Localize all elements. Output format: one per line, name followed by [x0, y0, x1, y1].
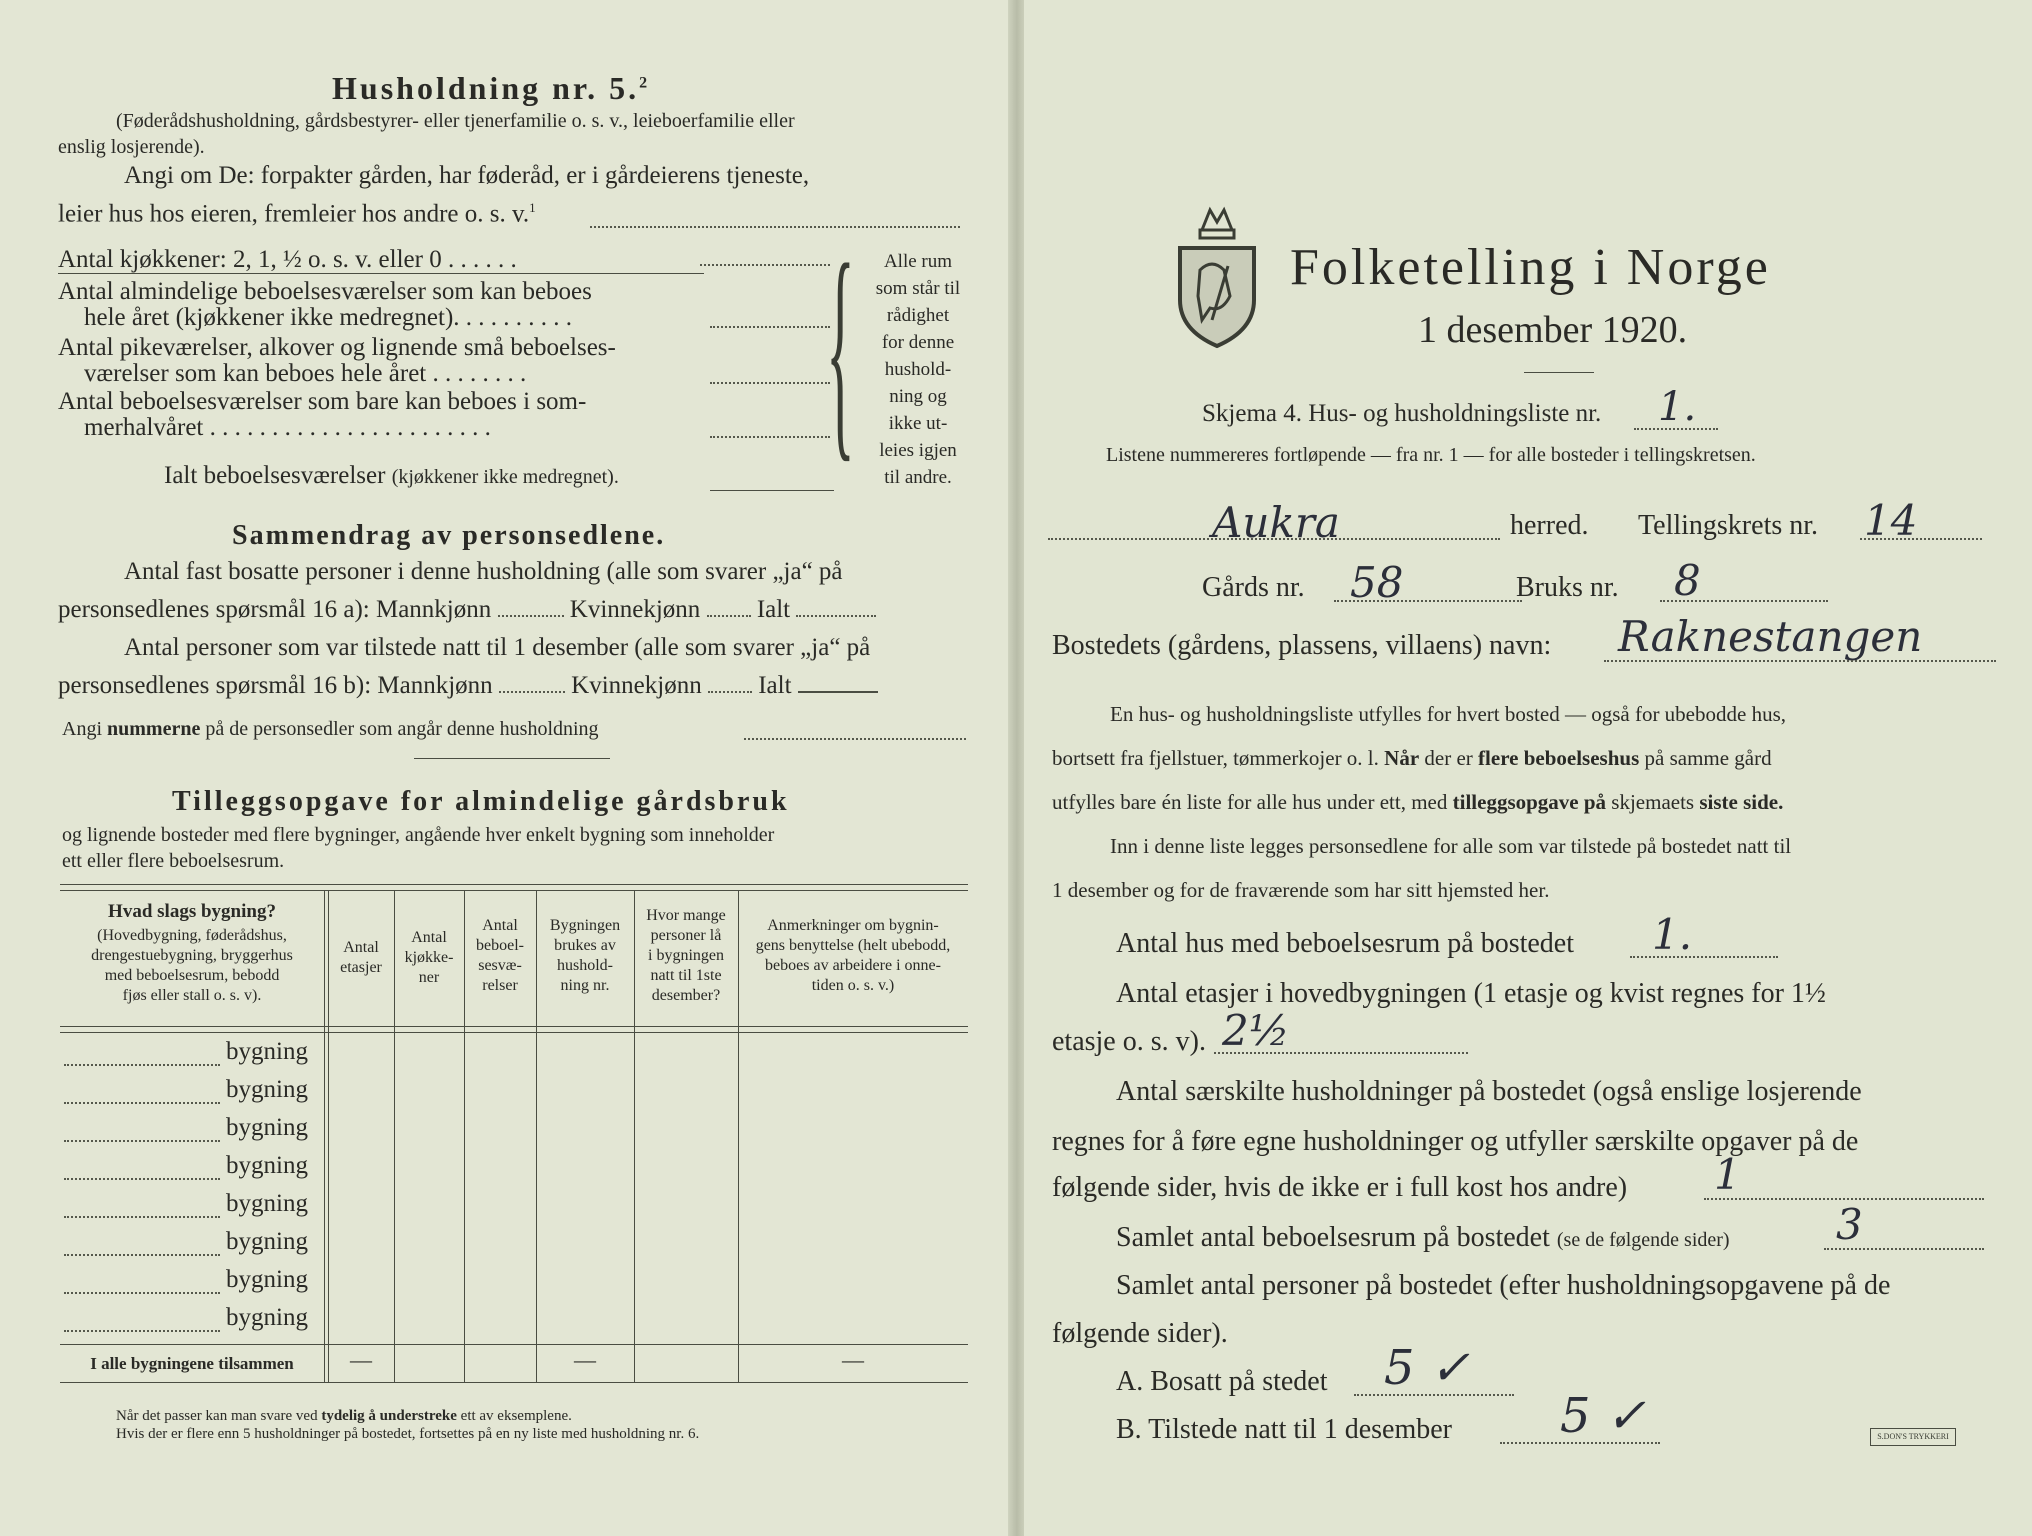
- row-entry[interactable]: [64, 1330, 220, 1332]
- supp-line-2: ett eller flere beboelsesrum.: [62, 850, 285, 872]
- q-floors-2: etasje o. s. v).: [1052, 1026, 1206, 1057]
- answer-numbers[interactable]: [744, 738, 966, 740]
- q-floors-1: Antal etasjer i hovedbygningen (1 etasje og kvist regnes for 1½: [1116, 978, 1826, 1009]
- q-resident: A. Bosatt på stedet: [1116, 1366, 1328, 1397]
- houses-line: [1630, 956, 1778, 958]
- q-rooms: Samlet antal beboelsesrum på bostedet (se de følgende sider): [1116, 1222, 1730, 1253]
- q-houses: Antal hus med beboelsesrum på bostedet: [1116, 928, 1575, 959]
- left-page: [0, 0, 1012, 1536]
- summary-line-3: Antal personer som var tilstede natt til 1 desember (alle som svarer „ja“ på: [124, 634, 871, 661]
- table-row: bygning: [226, 1266, 308, 1293]
- q-persons-1: Samlet antal personer på bostedet (efter husholdningsopgavene på de: [1116, 1270, 1891, 1301]
- bosted-value: Raknestangen: [1618, 612, 1923, 661]
- bosted-label: Bostedets (gårdens, plassens, villaens) navn:: [1052, 630, 1552, 661]
- brace: {: [826, 215, 855, 481]
- row-entry[interactable]: [64, 1216, 220, 1218]
- table-row: bygning: [226, 1038, 308, 1065]
- row-entry[interactable]: [64, 1064, 220, 1066]
- q-summer-2: merhalvåret . . . . . . . . . . . . . . . . . . . . . . .: [84, 414, 491, 441]
- q-floors-value: 2½: [1222, 1006, 1290, 1055]
- answer-maid[interactable]: [710, 382, 830, 384]
- gards-value: 58: [1350, 558, 1404, 607]
- answer-rooms[interactable]: [710, 326, 830, 328]
- q-rooms-value: 3: [1836, 1200, 1863, 1249]
- total-row-label: I alle bygningene tilsammen: [90, 1354, 294, 1373]
- rule: [58, 273, 704, 274]
- para2-line-1: Inn i denne liste legges personsedlene for alle som var tilstede på bostedet natt til: [1110, 834, 1792, 858]
- col-remarks: Anmerkninger om bygnin- gens benyttelse (helt ubebodd, beboes av arbeidere i onne- tiden o. s. v.): [755, 917, 951, 994]
- q-persons-2: følgende sider).: [1052, 1318, 1228, 1349]
- row-entry[interactable]: [64, 1102, 220, 1104]
- para1-line-2: bortsett fra fjellstuer, tømmerkojer o. l. Når der er flere beboelseshus på samme gård: [1052, 746, 1772, 770]
- q-hh-value: 1: [1714, 1150, 1741, 1199]
- footer-line-2: Hvis der er flere enn 5 husholdninger på bostedet, fortsettes på en ny liste med husholdning nr. 6.: [116, 1426, 700, 1442]
- q-hh-1: Antal særskilte husholdninger på bostedet (også enslige losjerende: [1116, 1076, 1862, 1107]
- q-hh-3: følgende sider, hvis de ikke er i full kost hos andre): [1052, 1172, 1628, 1203]
- census-date: 1 desember 1920.: [1418, 309, 1688, 351]
- summary-line-4: personsedlenes spørsmål 16 b): Mannkjønn Kvinnekjønn Ialt: [58, 672, 878, 700]
- herred-label: herred.: [1510, 510, 1589, 541]
- col-kitchens: Antal kjøkke- ner: [404, 929, 454, 986]
- col-persons: Hvor mange personer lå i bygningen natt til 1ste desember?: [646, 907, 726, 1004]
- q-maid-1: Antal pikeværelser, alkover og lignende små beboelses-: [58, 334, 616, 361]
- footer-line-1: Når det passer kan man svare ved tydelig å understreke ett av eksemplene.: [116, 1408, 572, 1424]
- answer-line[interactable]: [590, 226, 960, 228]
- q-present: B. Tilstede natt til 1 desember: [1116, 1414, 1452, 1445]
- title-rule: [1524, 372, 1594, 373]
- bruks-line: [1660, 600, 1828, 602]
- q-total: Ialt beboelsesværelser (kjøkkener ikke medregnet).: [164, 462, 619, 489]
- table-row: bygning: [226, 1114, 308, 1141]
- right-page: [1024, 0, 2032, 1536]
- angi-line-2: leier hus hos eieren, fremleier hos andre o. s. v.$^1$: [58, 200, 536, 228]
- q-houses-value: 1.: [1652, 910, 1693, 959]
- resident-line: [1354, 1394, 1514, 1396]
- summary-line-1: Antal fast bosatte personer i denne husholdning (alle som svarer „ja“ på: [124, 558, 843, 585]
- list-note: Listene nummereres fortløpende — fra nr. 1 — for alle bosteder i tellingskretsen.: [1106, 444, 1756, 466]
- col-household: Bygningen brukes av hushold- ning nr.: [549, 917, 621, 994]
- answer-summer[interactable]: [710, 436, 830, 438]
- floors-line: [1214, 1052, 1468, 1054]
- schema-value: 1.: [1658, 384, 1697, 430]
- table-row: bygning: [226, 1152, 308, 1179]
- q-summer-1: Antal beboelsesværelser som bare kan beboes i som-: [58, 388, 587, 415]
- col-floors: Antal etasjer: [340, 939, 382, 976]
- q-rooms-2: hele året (kjøkkener ikke medregnet). . . . . . . . . .: [84, 304, 573, 331]
- q-maid-2: værelser som kan beboes hele året . . . . . . . .: [84, 360, 527, 387]
- gards-line: [1334, 600, 1522, 602]
- summary-line-2: personsedlenes spørsmål 16 a): Mannkjønn Kvinnekjønn Ialt: [58, 596, 876, 624]
- bosted-line: [1604, 660, 1996, 662]
- household-title: Husholdning nr. 5.$^2$: [332, 70, 651, 106]
- household-subtitle: (Føderådshusholdning, gårdsbestyrer- eller tjenerfamilie o. s. v., leieboerfamilie eller: [116, 110, 795, 132]
- coat-of-arms-icon: [1172, 200, 1262, 350]
- main-title: Folketelling i Norge: [1290, 239, 1771, 296]
- schema-line: [1634, 428, 1718, 430]
- row-entry[interactable]: [64, 1292, 220, 1294]
- table-row: bygning: [226, 1304, 308, 1331]
- q-rooms-1: Antal almindelige beboelsesværelser som kan beboes: [58, 278, 592, 305]
- bruks-value: 8: [1674, 556, 1701, 605]
- para2-line-2: 1 desember og for de fraværende som har sitt hjemsted her.: [1052, 878, 1550, 902]
- angi-line-1: Angi om De: forpakter gården, har føderåd, er i gårdeierens tjeneste,: [124, 162, 810, 189]
- printer-stamp: S.DON'S TRYKKERI: [1870, 1428, 1956, 1446]
- herred-value: Aukra: [1212, 498, 1340, 547]
- para1-line-3: utfylles bare én liste for alle hus under ett, med tilleggsopgave på skjemaets siste side.: [1052, 790, 1784, 814]
- divider: [414, 758, 610, 759]
- table-row: bygning: [226, 1076, 308, 1103]
- supp-title: Tilleggsopgave for almindelige gårdsbruk: [172, 786, 790, 817]
- q-hh-2: regnes for å føre egne husholdninger og utfyller særskilte opgaver på de: [1052, 1126, 1859, 1157]
- q-kitchens: Antal kjøkkener: 2, 1, ½ o. s. v. eller 0 . . . . . .: [58, 246, 517, 273]
- answer-total[interactable]: [710, 490, 834, 491]
- side-note: Alle rum som står til rådighet for denne hushold- ning og ikke ut- leies igjen til andre.: [875, 251, 961, 488]
- row-entry[interactable]: [64, 1254, 220, 1256]
- bruks-label: Bruks nr.: [1516, 572, 1619, 603]
- q-resident-value: 5 ✓: [1384, 1340, 1471, 1396]
- krets-label: Tellingskrets nr.: [1638, 510, 1819, 541]
- row-entry[interactable]: [64, 1140, 220, 1142]
- krets-value: 14: [1864, 496, 1918, 545]
- row-entry[interactable]: [64, 1178, 220, 1180]
- para1-line-1: En hus- og husholdningsliste utfylles for hvert bosted — også for ubebodde hus,: [1110, 702, 1786, 726]
- q-present-value: 5 ✓: [1560, 1388, 1647, 1444]
- gards-label: Gårds nr.: [1202, 572, 1305, 603]
- schema-label: Skjema 4. Hus- og husholdningsliste nr.: [1202, 400, 1602, 427]
- total-household: —: [574, 1347, 596, 1372]
- total-floors: —: [350, 1347, 372, 1372]
- col-type-title: Hvad slags bygning?: [108, 901, 276, 922]
- present-line: [1500, 1442, 1660, 1444]
- answer-kitchens[interactable]: [700, 264, 830, 266]
- table-row: bygning: [226, 1190, 308, 1217]
- household-subtitle-cont: enslig losjerende).: [58, 136, 205, 158]
- supp-line-1: og lignende bosteder med flere bygninger, angående hver enkelt bygning som inneholder: [62, 824, 775, 846]
- col-rooms: Antal beboel- sesvæ- relser: [476, 917, 524, 994]
- table-row: bygning: [226, 1228, 308, 1255]
- krets-line: [1860, 538, 1982, 540]
- col-type-sub: (Hovedbygning, føderådshus, drengestuebygning, bryggerhus med beboelsesrum, bebodd fjøs eller stall o. s. v).: [91, 927, 293, 1004]
- total-remarks: —: [842, 1347, 864, 1372]
- rooms-line: [1824, 1248, 1984, 1250]
- summary-line-5: Angi nummerne på de personsedler som angår denne husholdning: [62, 718, 599, 740]
- summary-title: Sammendrag av personsedlene.: [232, 520, 666, 551]
